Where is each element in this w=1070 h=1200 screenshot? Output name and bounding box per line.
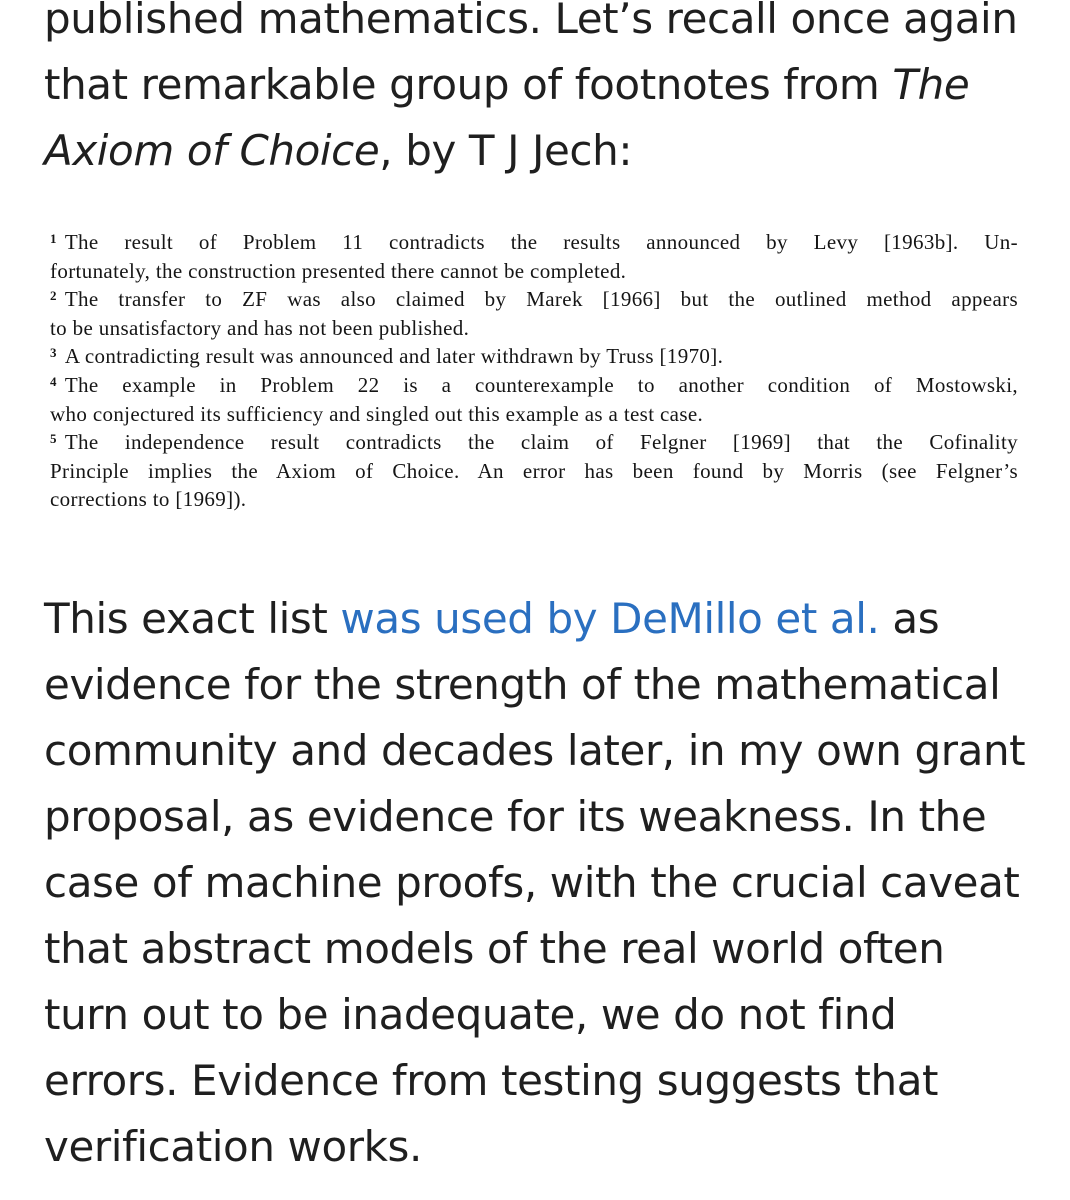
footnote-line [50, 285, 1018, 314]
footnote-number: 5 [50, 431, 57, 447]
book-title-italic: Axiom of Choice [44, 126, 380, 175]
paragraph-text: , by T J Jech: [379, 126, 633, 175]
paragraph-line [44, 586, 939, 652]
paragraph-line: community and decades later, in my own grant [44, 726, 1026, 775]
footnote-line [50, 342, 1018, 371]
footnote-number: 2 [50, 288, 57, 304]
demillo-reference-link[interactable]: was used by DeMillo et al. [340, 594, 880, 643]
paragraph-line: evidence for the strength of the mathematical [44, 660, 1001, 709]
paragraph-line: proposal, as evidence for its weakness. In the [44, 792, 987, 841]
footnote-line [50, 314, 1018, 343]
footnote-text: Principle implies the Axiom of Choice. An error has been found by Morris (see Felgner’s [50, 458, 1018, 483]
paragraph-line: published mathematics. Let’s recall once again [44, 0, 1018, 43]
footnote-number: 3 [50, 345, 57, 361]
footnote-line [50, 228, 1018, 257]
paragraph-text: that remarkable group of footnotes from [44, 60, 893, 109]
footnote-text: to be unsatisfactory and has not been published. [50, 315, 470, 340]
paragraph-line: that abstract models of the real world often [44, 924, 945, 973]
paragraph-line [44, 118, 632, 184]
footnote-text: who conjectured its sufficiency and singled out this example as a test case. [50, 401, 704, 426]
paragraph-line: errors. Evidence from testing suggests that [44, 1056, 939, 1105]
footnote-text: The transfer to ZF was also claimed by Marek [1966] but the outlined method appears [64, 287, 1018, 312]
footnote-line [50, 485, 1018, 514]
footnote-number: 4 [50, 373, 57, 389]
footnote-text: The example in Problem 22 is a counterexample to another condition of Mostowski, [64, 372, 1018, 397]
footnote-line [50, 457, 1018, 486]
footnote-text: A contradicting result was announced and later withdrawn by Truss [1970]. [64, 344, 724, 369]
footnote-text: The result of Problem 11 contradicts the results announced by Levy [1963b]. Un- [64, 230, 1018, 254]
book-title-italic: The [892, 60, 970, 109]
footnote-line [50, 428, 1018, 457]
footnote-text: fortunately, the construction presented there cannot be completed. [50, 258, 627, 283]
footnotes-excerpt-image [50, 228, 1018, 514]
footnote-text: corrections to [1969]). [50, 487, 247, 512]
paragraph-line: turn out to be inadequate, we do not find [44, 990, 897, 1039]
footnote-line [50, 400, 1018, 429]
footnote-number: 1 [50, 231, 57, 246]
paragraph-line [44, 52, 969, 118]
paragraph-text: as [879, 594, 940, 643]
footnote-line [50, 371, 1018, 400]
footnote-text: The independence result contradicts the claim of Felgner [1969] that the Cofinality [64, 430, 1018, 455]
paragraph-line: verification works. [44, 1122, 422, 1171]
paragraph-line: case of machine proofs, with the crucial caveat [44, 858, 1020, 907]
paragraph-text: This exact list [44, 594, 341, 643]
footnote-line [50, 257, 1018, 286]
